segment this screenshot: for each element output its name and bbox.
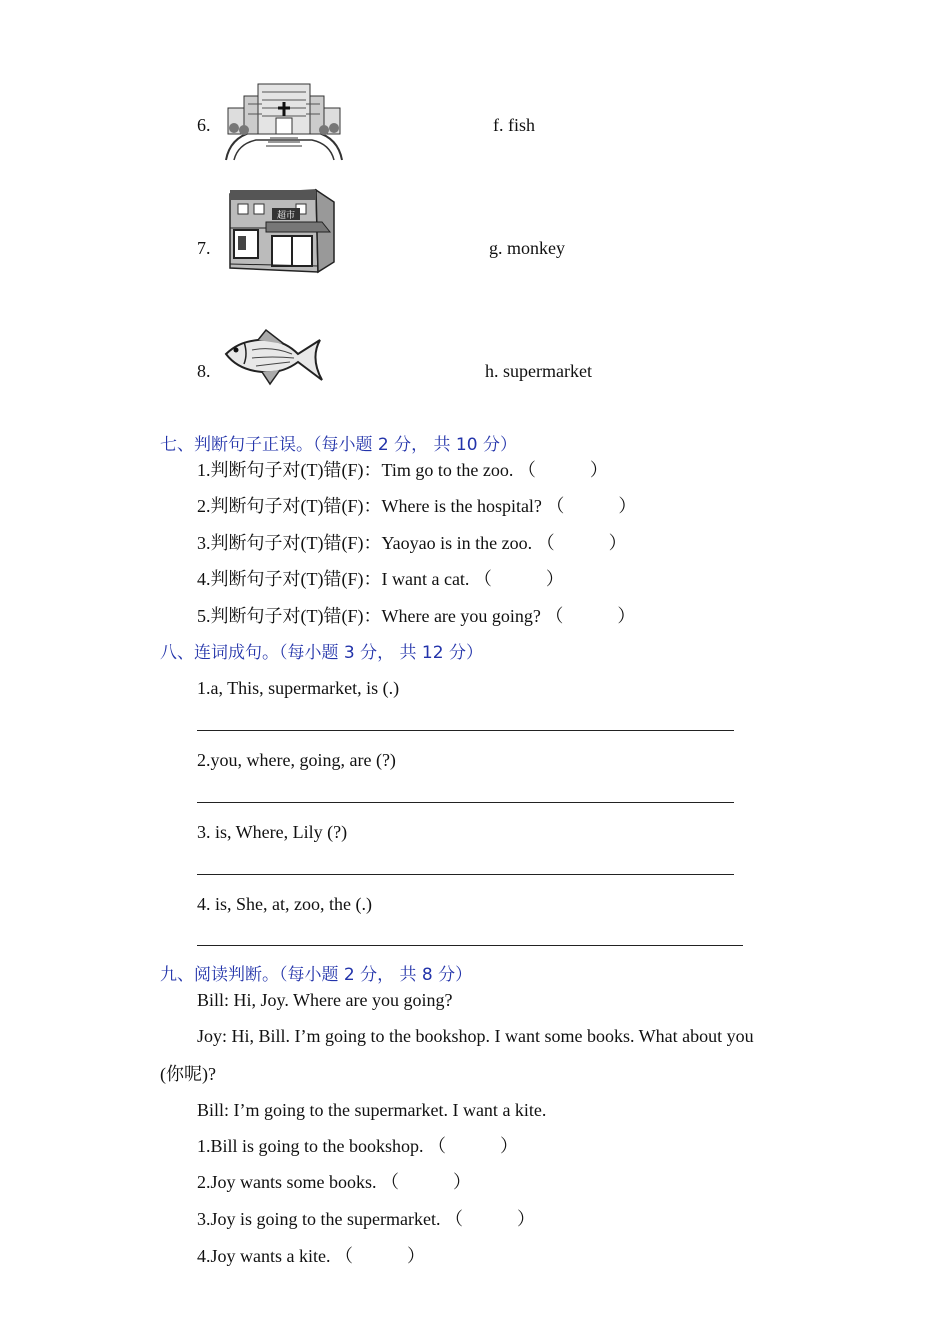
hospital-picture <box>222 80 346 166</box>
fish-picture <box>222 328 324 388</box>
match-option: f. fish <box>493 115 535 135</box>
question-item: 3. is, Where, Lily (?) <box>197 822 348 842</box>
question-item: 1.a, This, supermarket, is (.) <box>197 678 400 698</box>
question-item: 2.判断句子对(T)错(F)：Where is the hospital? （ ） <box>197 496 637 516</box>
section-heading: 九、阅读判断。（每小题 2 分， 共 8 分） <box>160 965 473 985</box>
match-number: 8. <box>197 361 211 381</box>
question-item: 4. is, She, at, zoo, the (.) <box>197 894 372 914</box>
supermarket-sign: 超市 <box>276 211 296 221</box>
question-item: 1.判断句子对(T)错(F)：Tim go to the zoo. （ ） <box>197 460 608 480</box>
question-item: 2.you, where, going, are (?) <box>197 750 396 770</box>
section-heading: 七、判断句子正误。（每小题 2 分， 共 10 分） <box>160 435 517 455</box>
match-number: 6. <box>197 115 211 135</box>
question-item: 2.Joy wants some books. （ ） <box>197 1172 471 1192</box>
question-item: 4.判断句子对(T)错(F)：I want a cat. （ ） <box>197 569 564 589</box>
match-option: g. monkey <box>489 238 565 258</box>
match-option: h. supermarket <box>485 361 592 381</box>
dialogue-line: Bill: I’m going to the supermarket. I want a kite. <box>197 1100 547 1120</box>
match-number: 7. <box>197 238 211 258</box>
question-item: 3.判断句子对(T)错(F)：Yaoyao is in the zoo. （ ） <box>197 533 627 553</box>
question-item: 1.Bill is going to the bookshop. （ ） <box>197 1136 519 1156</box>
answer-line[interactable] <box>197 802 734 803</box>
dialogue-line: (你呢)? <box>160 1064 216 1084</box>
dialogue-line: Joy: Hi, Bill. I’m going to the bookshop. I want some books. What about you <box>197 1026 754 1046</box>
answer-line[interactable] <box>197 730 734 731</box>
dialogue-line: Bill: Hi, Joy. Where are you going? <box>197 990 453 1010</box>
section-heading: 八、连词成句。（每小题 3 分， 共 12 分） <box>160 643 483 663</box>
answer-line[interactable] <box>197 874 734 875</box>
answer-line[interactable] <box>197 945 743 946</box>
supermarket-picture <box>226 188 338 278</box>
question-item: 4.Joy wants a kite. （ ） <box>197 1246 425 1266</box>
question-item: 3.Joy is going to the supermarket. （ ） <box>197 1209 535 1229</box>
question-item: 5.判断句子对(T)错(F)：Where are you going? （ ） <box>197 606 636 626</box>
